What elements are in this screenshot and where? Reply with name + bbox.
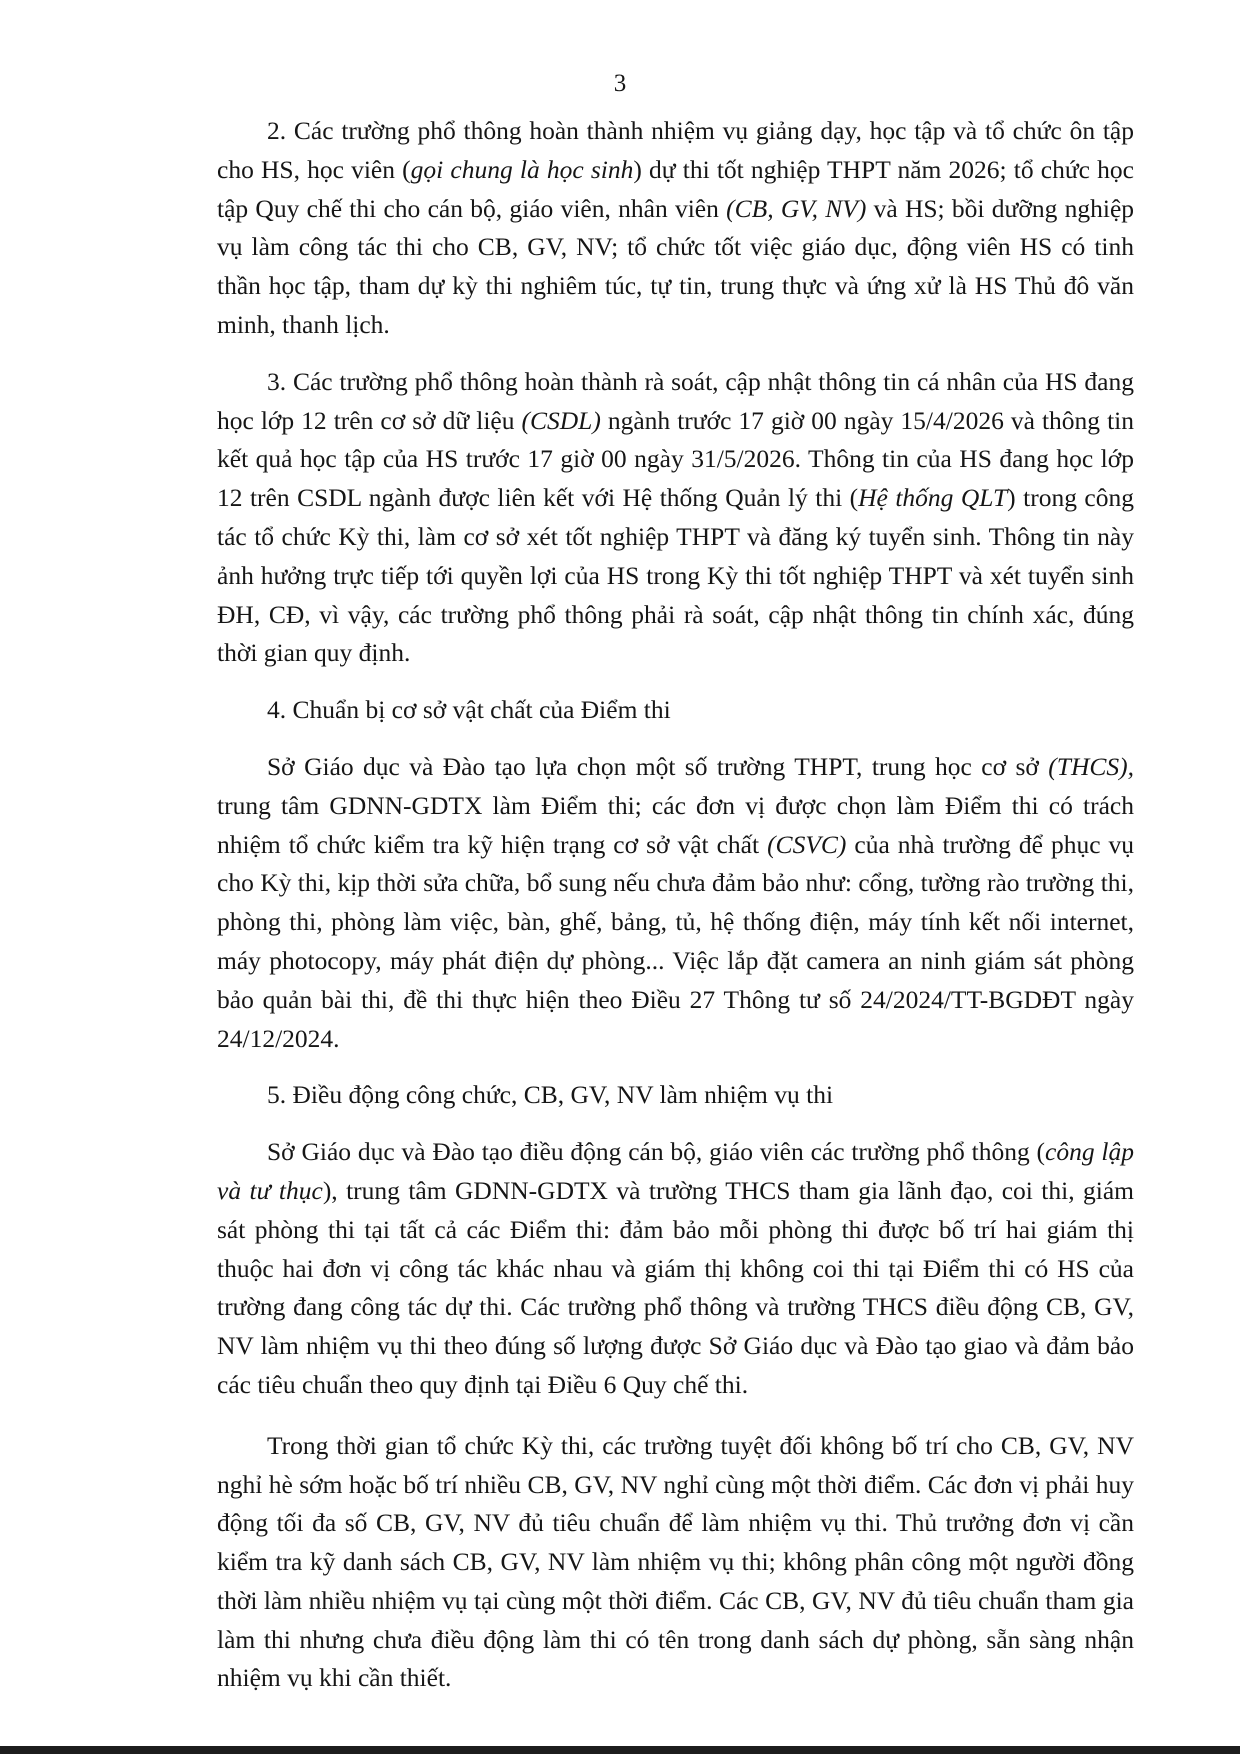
scan-edge-bar <box>0 1746 1240 1754</box>
paragraph-exam-period <box>217 1427 1134 1699</box>
text-run: 4. Chuẩn bị cơ sở vật chất của Điểm thi <box>267 695 671 725</box>
text-run: trung tâm GDNN-GDTX làm Điểm thi; các đơn vị được chọn làm Điểm thi có trách nhiệm tổ chức kiểm tra kỹ hiện trạng cơ sở vật chất <box>217 790 1134 859</box>
text-run: của nhà trường để phục vụ cho Kỳ thi, kịp thời sửa chữa, bổ sung nếu chưa đảm bảo như: cổng, tường rào trường thi, phòng thi, phòng làm việc, bàn, ghế, bảng, tủ, hệ thống điện, máy tính kết nối internet, máy photocopy, máy phát điện dự phòng... Việc lắp đặt camera an ninh giám sát phòng bảo quản bài thi, đề thi thực hiện theo Điều 27 Thông tư số 24/2024/TT-BGDĐT ngày 24/12/2024. <box>217 829 1134 1053</box>
italic-run: (CSDL) <box>521 405 601 435</box>
italic-run: (CSVC) <box>767 829 847 859</box>
paragraph-facilities <box>217 748 1134 1058</box>
paragraph-staffing <box>217 1133 1134 1405</box>
paragraph-item-2 <box>217 112 1134 345</box>
italic-run: (CB, GV, NV) <box>726 193 867 223</box>
text-run: 2. Các trường phổ thông hoàn thành nhiệm vụ giảng dạy, học tập và tổ chức ôn tập cho HS, học viên ( <box>217 116 1134 184</box>
text-run: Sở Giáo dục và Đào tạo điều động cán bộ, giáo viên các trường phổ thông ( <box>267 1137 1046 1167</box>
section-heading-staffing <box>217 1076 1134 1115</box>
italic-run: (THCS), <box>1048 751 1134 781</box>
italic-run: gọi chung là học sinh <box>410 154 634 184</box>
text-run: 3. Các trường phổ thông hoàn thành rà soát, cập nhật thông tin cá nhân của HS đang học lớp 12 trên cơ sở dữ liệu <box>217 366 1134 435</box>
page-number: 3 <box>613 70 627 97</box>
paragraph-item-3 <box>217 363 1134 673</box>
document-body <box>217 112 1134 1716</box>
section-heading-facilities <box>217 691 1134 730</box>
text-run: Sở Giáo dục và Đào tạo lựa chọn một số trường THPT, trung học cơ sở <box>267 751 1049 781</box>
text-run: và HS; bồi dưỡng nghiệp vụ làm công tác thi cho CB, GV, NV; tổ chức tốt việc giáo dục, động viên HS có tinh thần học tập, tham dự kỳ thi nghiêm túc, tự tin, trung thực và ứng xử là HS Thủ đô văn minh, thanh lịch. <box>217 193 1135 339</box>
text-run: Trong thời gian tổ chức Kỳ thi, các trường tuyệt đối không bố trí cho CB, GV, NV nghỉ hè sớm hoặc bố trí nhiều CB, GV, NV nghỉ cùng một thời điểm. Các đơn vị phải huy động tối đa số CB, GV, NV đủ tiêu chuẩn để làm nhiệm vụ thi. Thủ trưởng đơn vị cần kiểm tra kỹ danh sách CB, GV, NV làm nhiệm vụ thi; không phân công một người đồng thời làm nhiều nhiệm vụ tại cùng một thời điểm. Các CB, GV, NV đủ tiêu chuẩn tham gia làm thi nhưng chưa điều động làm thi có tên trong danh sách dự phòng, sẵn sàng nhận nhiệm vụ khi cần thiết. <box>217 1430 1134 1693</box>
text-run: ) trong công tác tổ chức Kỳ thi, làm cơ sở xét tốt nghiệp THPT và đăng ký tuyển sinh. Thông tin này ảnh hưởng trực tiếp tới quyền lợi của HS trong Kỳ thi tốt nghiệp THPT và xét tuyển sinh ĐH, CĐ, vì vậy, các trường phổ thông phải rà soát, cập nhật thông tin chính xác, đúng thời gian quy định. <box>217 483 1134 668</box>
text-run: ) dự thi tốt nghiệp THPT năm 2026; tổ chức học tập Quy chế thi cho cán bộ, giáo viên, nhân viên <box>217 154 1134 223</box>
text-run: ngành trước 17 giờ 00 ngày 15/4/2026 và thông tin kết quả học tập của HS trước 17 giờ 00 ngày 31/5/2026. Thông tin của HS đang học lớp 12 trên CSDL ngành được liên kết với Hệ thống Quản lý thi ( <box>217 405 1134 513</box>
italic-run: công lập và tư thục <box>217 1137 1135 1205</box>
text-run: ), trung tâm GDNN-GDTX và trường THCS tham gia lãnh đạo, coi thi, giám sát phòng thi tại tất cả các Điểm thi: đảm bảo mỗi phòng thi được bố trí hai giám thị thuộc hai đơn vị công tác khác nhau và giám thị không coi thi tại Điểm thi có HS của trường đang công tác dự thi. Các trường phổ thông và trường THCS điều động CB, GV, NV làm nhiệm vụ thi theo đúng số lượng được Sở Giáo dục và Đào tạo giao và đảm bảo các tiêu chuẩn theo quy định tại Điều 6 Quy chế thi. <box>217 1175 1135 1399</box>
text-run: 5. Điều động công chức, CB, GV, NV làm nhiệm vụ thi <box>267 1080 834 1110</box>
italic-run: Hệ thống QLT <box>858 483 1008 513</box>
